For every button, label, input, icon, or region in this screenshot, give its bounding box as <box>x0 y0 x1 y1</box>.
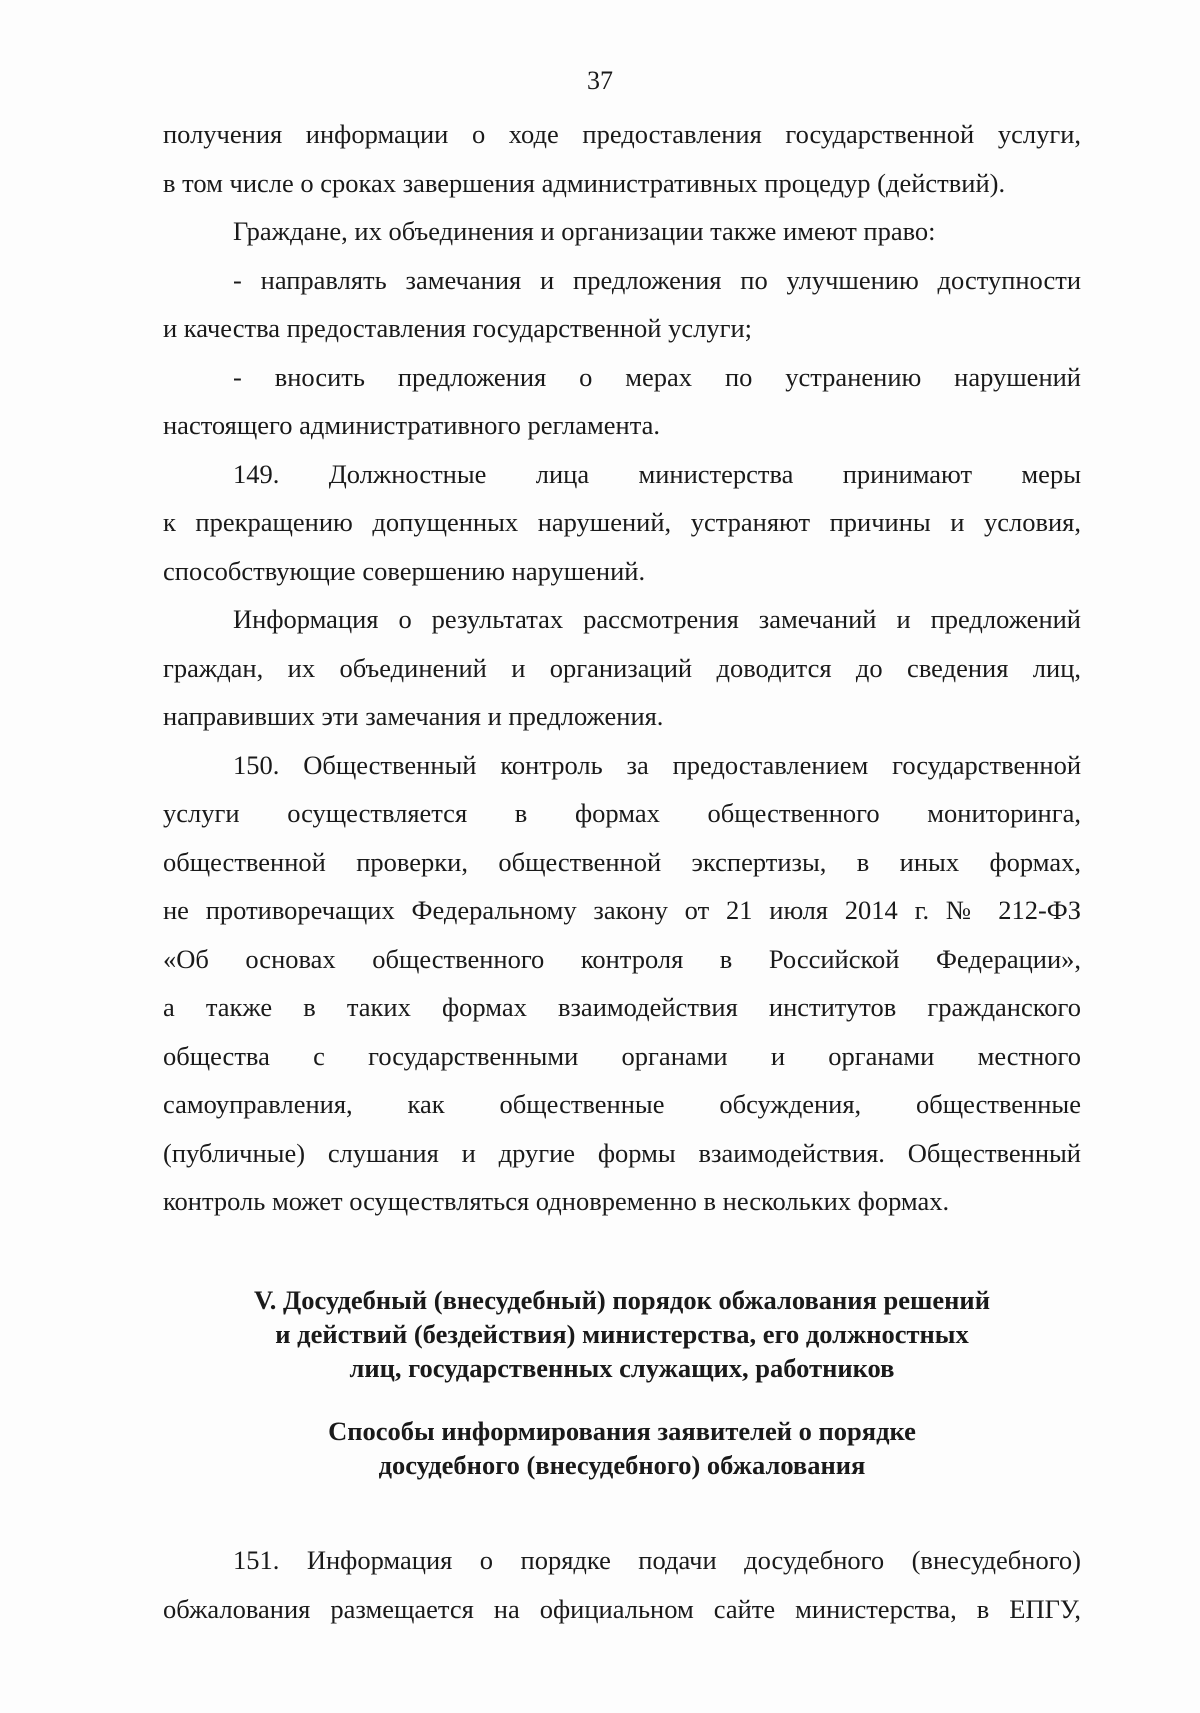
text-line: в том числе о сроках завершения административных процедур (действий). <box>163 167 1006 198</box>
section-heading-line: лиц, государственных служащих, работников <box>349 1353 895 1383</box>
text-line: настоящего административного регламента. <box>163 410 660 440</box>
text-line: Информация о результатах рассмотрения замечаний и предложений <box>233 604 1081 634</box>
text-line: «Об основах общественного контроля в Российской Федерации», <box>163 943 1081 974</box>
text-line: к прекращению допущенных нарушений, устраняют причины и условия, <box>163 507 1081 537</box>
section-heading-line: V. Досудебный (внесудебный) порядок обжалования решений <box>254 1285 990 1315</box>
subsection-heading-line: досудебного (внесудебного) обжалования <box>378 1450 866 1480</box>
text-line: услуги осуществляется в формах общественного мониторинга, <box>163 798 1081 828</box>
text-line: обжалования размещается на официальном сайте министерства, в ЕПГУ, <box>163 1593 1081 1624</box>
text-line: 149. Должностные лица министерства принимают меры <box>233 458 1081 489</box>
text-line: 150. Общественный контроль за предоставлением государственной <box>233 749 1081 780</box>
text-line: 151. Информация о порядке подачи досудебного (внесудебного) <box>233 1545 1081 1575</box>
text-line: общественной проверки, общественной экспертизы, в иных формах, <box>163 846 1081 877</box>
text-line: и качества предоставления государственной услуги; <box>163 313 753 343</box>
text-line: не противоречащих Федеральному закону от 21 июля 2014 г. № 212-ФЗ <box>163 895 1081 925</box>
section-heading-line: и действий (бездействия) министерства, его должностных <box>275 1319 969 1349</box>
text-line: способствующие совершению нарушений. <box>163 555 646 586</box>
text-line: получения информации о ходе предоставления государственной услуги, <box>163 119 1081 149</box>
text-line: контроль может осуществляться одновременно в нескольких формах. <box>163 1186 950 1216</box>
text-line: направивших эти замечания и предложения. <box>163 701 664 731</box>
subsection-heading-line: Способы информирования заявителей о порядке <box>328 1416 916 1446</box>
section-heading <box>163 1283 1081 1385</box>
text-line: (публичные) слушания и другие формы взаимодействия. Общественный <box>163 1137 1081 1168</box>
body-text-top <box>163 110 1081 1226</box>
text-line: граждан, их объединений и организаций доводится до сведения лиц, <box>163 652 1081 683</box>
text-line: Граждане, их объединения и организации также имеют право: <box>233 216 936 246</box>
subsection-heading <box>163 1414 1081 1482</box>
body-text-bottom <box>163 1536 1081 1633</box>
page-number: 37 <box>587 66 613 95</box>
text-line: - направлять замечания и предложения по улучшению доступности <box>233 264 1081 295</box>
text-line: самоуправления, как общественные обсуждения, общественные <box>163 1089 1081 1119</box>
text-line: а также в таких формах взаимодействия институтов гражданского <box>163 992 1081 1022</box>
text-line: общества с государственными органами и органами местного <box>163 1040 1081 1071</box>
text-line: - вносить предложения о мерах по устранению нарушений <box>233 361 1081 392</box>
